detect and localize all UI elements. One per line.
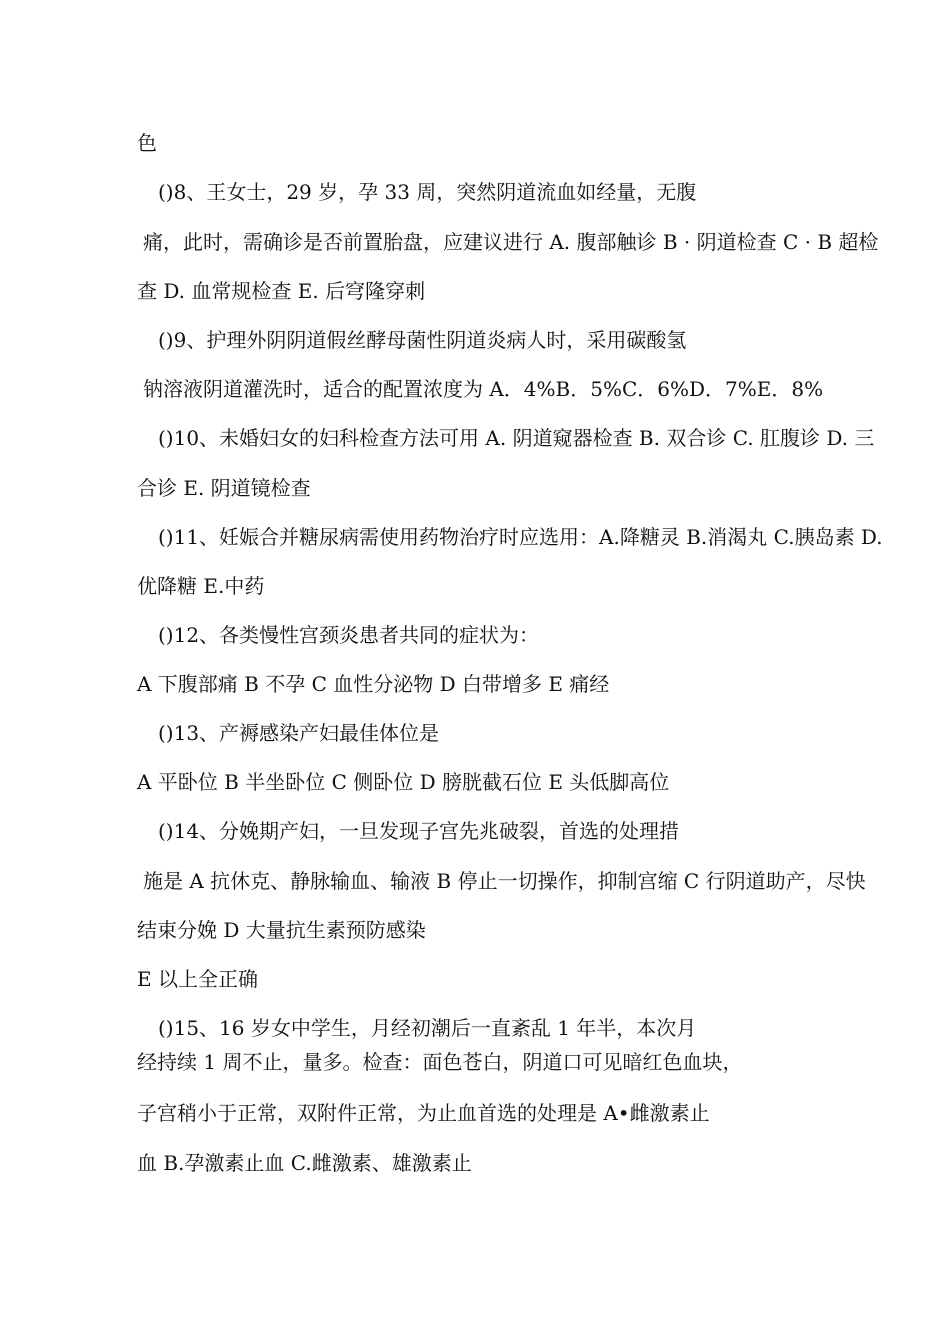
text-line: 经持续 1 周不止，量多。检查：面色苍白，阴道口可见暗红色血块， [137,1050,743,1074]
question-14-line: ()14、分娩期产妇，一旦发现子宫先兆破裂，首选的处理措 [158,819,680,843]
text-line: 痛，此时，需确诊是否前置胎盘，应建议进行 A. 腹部触诊 B · 阴道检查 C · B 超检 [143,230,879,254]
text-line: A 平卧位 B 半坐卧位 C 侧卧位 D 膀胱截石位 E 头低脚高位 [137,770,670,794]
question-11-line: ()11、妊娠合并糖尿病需使用药物治疗时应选用：A.降糖灵 B.消渴丸 C.胰岛素 D. [158,525,883,549]
text-line: 优降糖 E.中药 [137,574,265,598]
text-line: E 以上全正确 [137,967,258,991]
text-line: 子宫稍小于正常，双附件正常，为止血首选的处理是 A•雌激素止 [137,1101,710,1125]
text-line: 施是 A 抗休克、静脉输血、输液 B 停止一切操作，抑制宫缩 C 行阴道助产，尽快 [143,869,866,893]
text-line: 合诊 E. 阴道镜检查 [137,476,311,500]
text-line: 结束分娩 D 大量抗生素预防感染 [137,918,426,942]
question-9-line: ()9、护理外阴阴道假丝酵母菌性阴道炎病人时，采用碳酸氢 [158,328,687,352]
text-line: 色 [137,131,157,155]
text-line: 钠溶液阴道灌洗时，适合的配置浓度为 A．4%B．5%C．6%D．7%E．8% [143,377,824,401]
question-15-line: ()15、16 岁女中学生，月经初潮后一直紊乱 1 年半，本次月 [158,1016,697,1040]
question-13-line: ()13、产褥感染产妇最佳体位是 [158,721,440,745]
text-line: 血 B.孕激素止血 C.雌激素、雄激素止 [137,1151,472,1175]
text-line: A 下腹部痛 B 不孕 C 血性分泌物 D 白带增多 E 痛经 [137,672,610,696]
question-12-line: ()12、各类慢性宫颈炎患者共同的症状为： [158,623,540,647]
text-line: 查 D. 血常规检查 E. 后穹隆穿刺 [137,279,426,303]
question-8-line: ()8、王女士，29 岁，孕 33 周，突然阴道流血如经量，无腹 [158,180,697,204]
question-10-line: ()10、未婚妇女的妇科检查方法可用 A. 阴道窥器检查 B. 双合诊 C. 肛腹诊 D. 三 [158,426,875,450]
